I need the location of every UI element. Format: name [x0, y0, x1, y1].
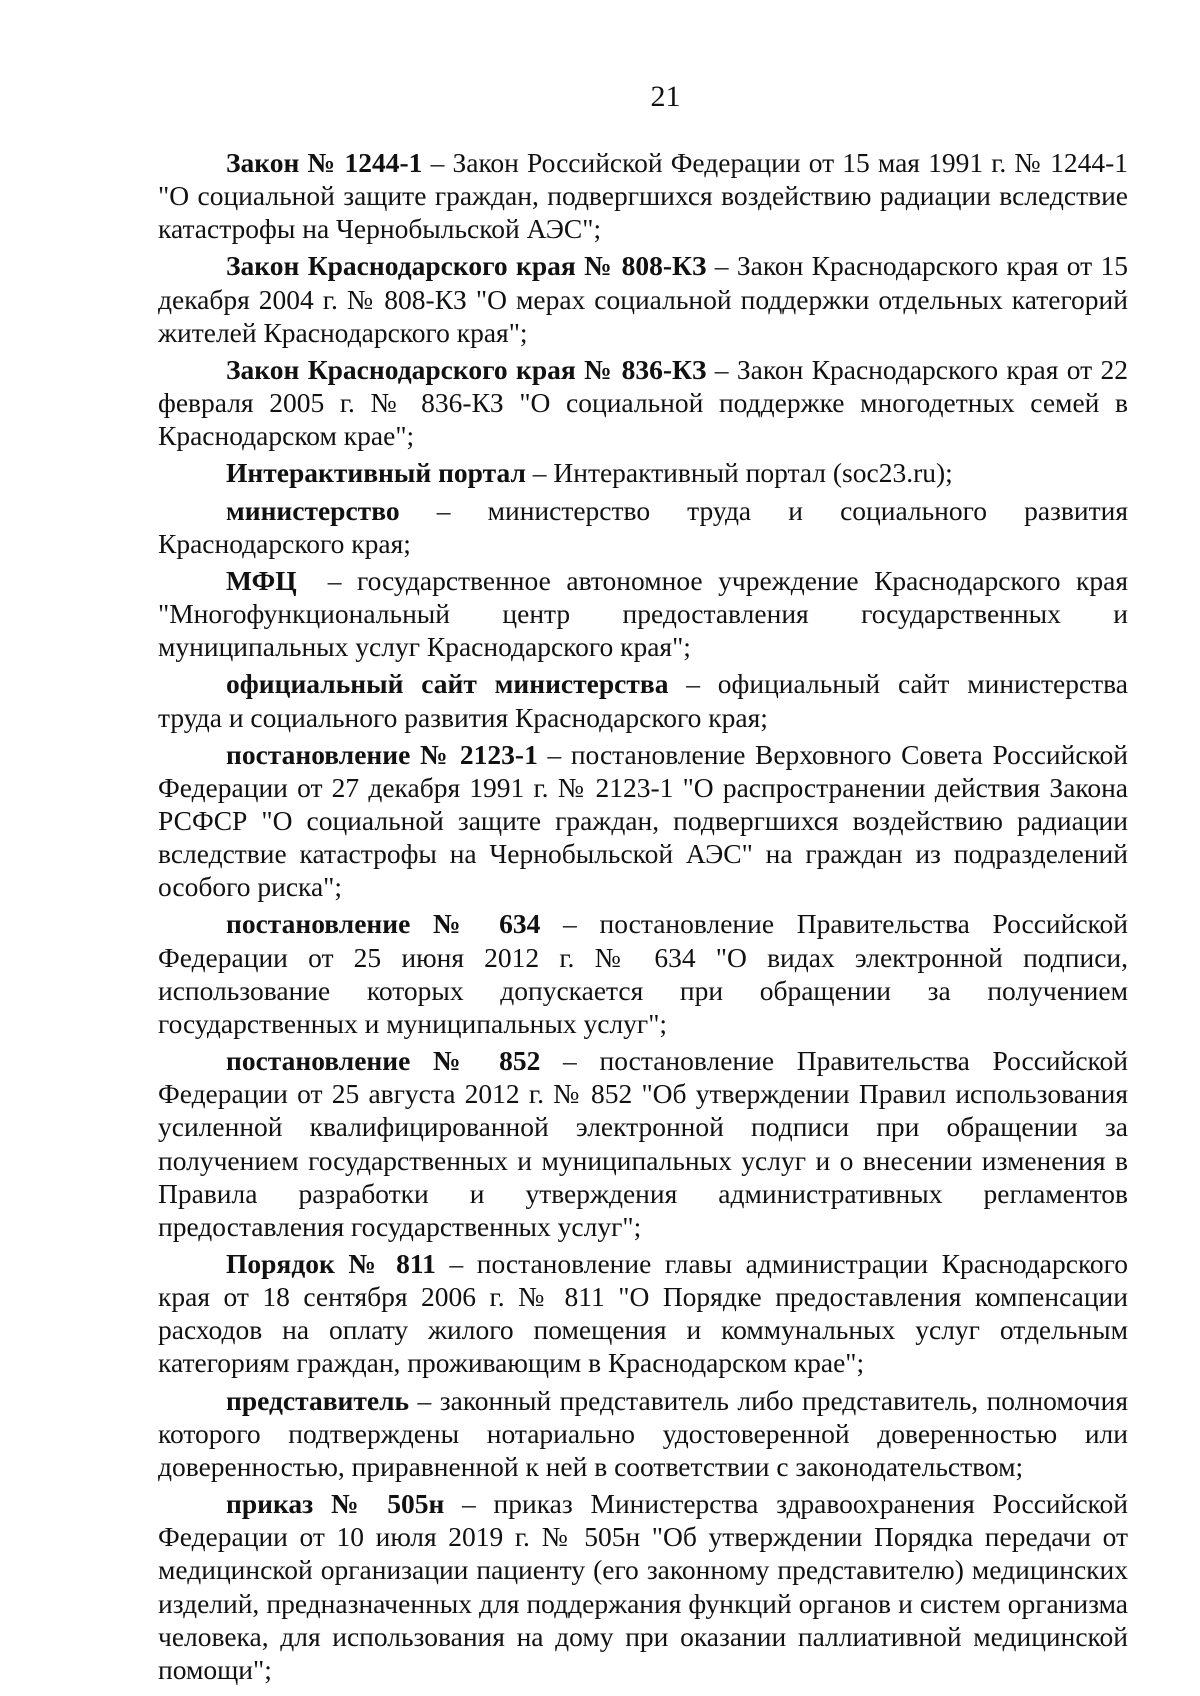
- definition-entry: [158, 146, 1128, 245]
- definition-term: Закон Краснодарского края № 808-КЗ: [226, 250, 707, 282]
- definition-text: – постановление главы администрации Краснодарского края от 18 сентября 2006 г. № 811 "О Порядке предоставления компенсации расходов на оплату жилого помещения и коммунальных услуг отдельным категориям граждан, проживающим в Краснодарском крае";: [158, 1248, 1129, 1379]
- definition-entry: [158, 249, 1128, 348]
- definition-text: – официальный сайт министерства труда и социального развития Краснодарского края;: [158, 668, 1129, 733]
- definition-term: приказ № 505н: [226, 1488, 445, 1520]
- definition-entry: [158, 738, 1128, 904]
- definition-text: – Закон Российской Федерации от 15 мая 1991 г. № 1244-1 "О социальной защите граждан, подвергшихся воздействию радиации вследствие катастрофы на Чернобыльской АЭС";: [158, 147, 1128, 245]
- definition-term: представитель: [226, 1384, 410, 1416]
- definition-entry: [158, 564, 1135, 663]
- definition-entry: [158, 353, 1128, 452]
- definition-text: – Закон Краснодарского края от 22 февраля 2005 г. № 836-КЗ "О социальной поддержке многодетных семей в Краснодарском крае";: [158, 353, 1128, 452]
- definition-term: Закон Краснодарского края № 836-КЗ: [226, 353, 707, 385]
- definition-entry: [158, 494, 1128, 560]
- definition-entry: [158, 1247, 1128, 1380]
- definition-term: постановление № 852: [226, 1045, 541, 1077]
- page-number: 21: [650, 80, 681, 113]
- definition-term: официальный сайт министерства: [226, 668, 669, 700]
- definition-term: Закон № 1244-1: [226, 147, 423, 178]
- definition-text: – постановление Правительства Российской Федерации от 25 июня 2012 г. № 634 "О видах электронной подписи, использование которых допускается при обращении за получением государственных и муниципальных услуг";: [158, 908, 1128, 1039]
- definition-text: – постановление Правительства Российской Федерации от 25 августа 2012 г. № 852 "Об утверждении Правил использования усиленной квалифицированной электронной подписи при обращении за получением государственных и муниципальных услуг и о внесении изменения в Правила разработки и утверждения административных регламентов предоставления государственных услуг";: [158, 1045, 1128, 1242]
- definition-term: Порядок № 811: [226, 1248, 436, 1279]
- definition-text: – министерство труда и социального развития Краснодарского края;: [158, 494, 1128, 559]
- definition-entry: [158, 1384, 1128, 1483]
- definition-term: министерство: [226, 494, 400, 526]
- definition-term: постановление № 634: [226, 908, 541, 940]
- definition-entry: [158, 456, 1128, 489]
- definition-entry: [158, 1044, 1128, 1243]
- definition-entry: [158, 667, 1128, 733]
- definition-entry: [158, 1487, 1128, 1686]
- definition-entry: [158, 907, 1128, 1040]
- definition-text: – государственное автономное учреждение Краснодарского края "Многофункциональный центр предоставления государственных и муниципальных услуг Краснодарского края";: [158, 564, 1135, 663]
- definition-text: – постановление Верховного Совета Российской Федерации от 27 декабря 1991 г. № 2123-1 "О распространении действия Закона РСФСР "О социальной защите граждан, подвергшихся воздействию радиации вследствие катастрофы на Чернобыльской АЭС" на граждан из подразделений особого риска";: [158, 738, 1128, 903]
- definition-text: – законный представитель либо представитель, полномочия которого подтверждены нотариально удостоверенной доверенностью или доверенностью, приравненной к ней в соответствии с законодательством;: [158, 1384, 1128, 1482]
- definition-term: МФЦ: [226, 564, 297, 596]
- definition-term: постановление № 2123-1: [226, 738, 538, 770]
- definition-text: – Интерактивный портал (soc23.ru);: [525, 457, 953, 489]
- definition-text: – Закон Краснодарского края от 15 декабря 2004 г. № 808-КЗ "О мерах социальной поддержки отдельных категорий жителей Краснодарского края";: [158, 250, 1128, 348]
- definitions-list: [158, 146, 1135, 1686]
- definition-term: Интерактивный портал: [226, 457, 526, 489]
- definition-text: – приказ Министерства здравоохранения Российской Федерации от 10 июля 2019 г. № 505н "Об утверждении Порядка передачи от медицинской организации пациенту (его законному представителю) медицинских изделий, предназначенных для поддержания функций органов и систем организма человека, для использования на дому при оказании паллиативной медицинской помощи";: [158, 1488, 1128, 1685]
